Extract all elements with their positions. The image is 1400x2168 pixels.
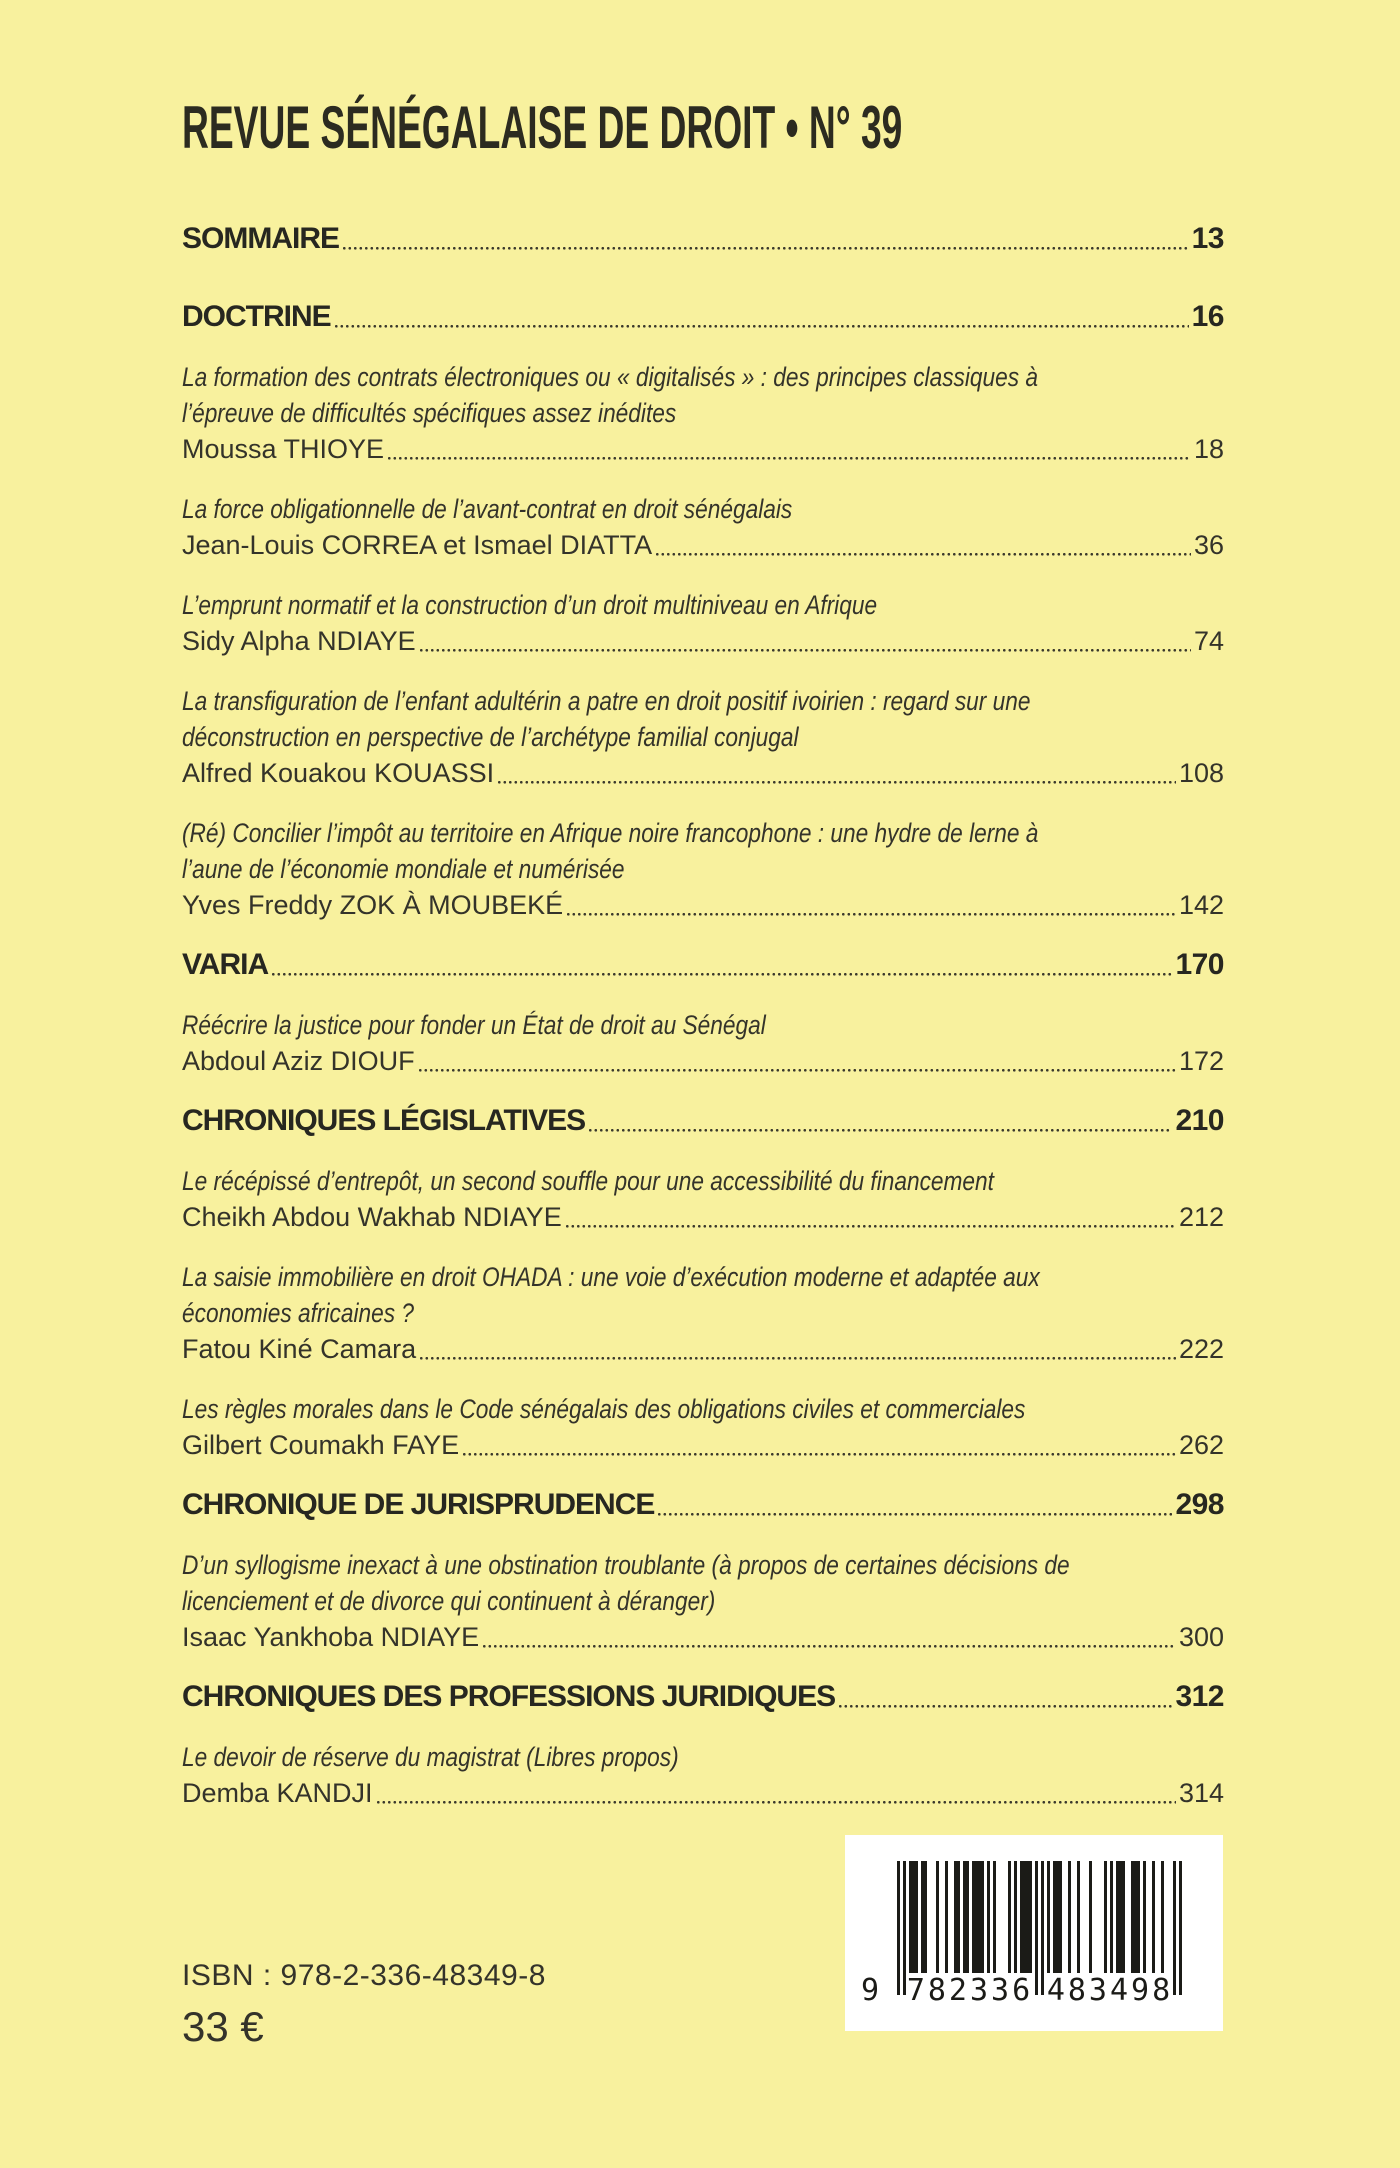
toc-section-label: CHRONIQUES DES PROFESSIONS JURIDIQUES [182,1680,836,1713]
barcode-bar [963,1861,969,1973]
barcode-bar [1068,1861,1071,1973]
barcode-bar [993,1861,996,1973]
article-author: Moussa THIOYE [182,434,385,464]
dotted-leader [343,247,1189,250]
article-page-number: 300 [1178,1622,1224,1652]
barcode-bar [1008,1861,1011,1973]
toc-section-page-number: 312 [1175,1680,1224,1713]
toc-section-row [182,221,1224,257]
barcode-bar [1020,1861,1032,1973]
toc-section-page-number: 13 [1191,222,1224,255]
barcode-bar [972,1861,984,1973]
barcode-digit-first: 9 [861,1973,883,2008]
toc-article-entry [182,1547,1224,1655]
toc-article-entry [182,359,1224,467]
article-title-line: Le devoir de réserve du magistrat (Libres propos) [182,1742,679,1772]
toc-article-entry [182,587,1224,659]
barcode-bar [1179,1861,1182,1995]
article-page-number: 222 [1178,1334,1224,1364]
article-author: Gilbert Coumakh FAYE [182,1430,460,1460]
barcode-bar [1131,1861,1140,1973]
dotted-leader [656,553,1191,556]
toc-section-label: CHRONIQUE DE JURISPRUDENCE [182,1488,655,1521]
article-title-line: D’un syllogisme inexact à une obstination troublante (à propos de certaines décisions de [182,1550,1070,1580]
barcode-bar [909,1861,918,1973]
toc-section-label: VARIA [182,948,269,981]
article-title-line: Réécrire la justice pour fonder un État de droit au Sénégal [182,1010,766,1040]
toc-article-entry [182,1391,1224,1463]
article-title-line: La force obligationnelle de l’avant-contrat en droit sénégalais [182,494,793,524]
toc-article-entry [182,683,1224,791]
article-title-line: déconstruction en perspective de l’archétype familial conjugal [182,722,799,752]
barcode-bar [945,1861,948,1973]
article-author-row [182,887,1224,923]
barcode-bar [1077,1861,1080,1973]
article-title-line: Les règles morales dans le Code sénégalais des obligations civiles et commerciales [182,1394,1026,1424]
article-author: Demba KANDJI [182,1778,373,1808]
article-page-number: 172 [1178,1046,1224,1076]
article-page-number: 108 [1178,758,1224,788]
toc-section-page-number: 170 [1175,948,1224,981]
toc-section [182,221,1224,257]
barcode-bar [1047,1861,1050,1973]
article-author-row [182,1775,1224,1811]
barcode-bar [1143,1861,1146,1973]
barcode-bar [921,1861,927,1973]
article-author: Abdoul Aziz DIOUF [182,1046,415,1076]
toc-section [182,1487,1224,1523]
barcode-bar [1161,1861,1164,1973]
article-author: Fatou Kiné Camara [182,1334,417,1364]
dotted-leader [335,325,1189,328]
dotted-leader [589,1129,1172,1132]
article-page-number: 262 [1178,1430,1224,1460]
toc-section-page-number: 210 [1175,1104,1224,1137]
isbn-text: ISBN : 978-2-336-48349-8 [182,1959,546,1992]
barcode [845,1835,1223,2031]
article-author-row [182,755,1224,791]
article-title-line: Le récépissé d’entrepôt, un second souffle pour une accessibilité du financement [182,1166,994,1196]
article-page-number: 142 [1178,890,1224,920]
article-author: Alfred Kouakou KOUASSI [182,758,495,788]
barcode-bar [1053,1861,1062,1973]
article-title-line: l’aune de l’économie mondiale et numérisée [182,854,625,884]
barcode-bar [1104,1861,1107,1973]
toc-article-entry [182,815,1224,923]
journal-title: REVUE SÉNÉGALAISE DE DROIT • N° 39 [182,94,903,161]
dotted-leader [658,1513,1172,1516]
barcode-bar [954,1861,960,1973]
article-author-row [182,1331,1224,1367]
toc-section [182,299,1224,335]
dotted-leader [272,973,1172,976]
toc-section-row [182,947,1224,983]
dotted-leader [388,457,1191,460]
article-title-line: La formation des contrats électroniques ou « digitalisés » : des principes classiques à [182,362,1039,392]
article-author-row [182,1043,1224,1079]
toc-section-label: DOCTRINE [182,300,331,333]
barcode-digits-right: 483498 [1046,1973,1174,2008]
article-page-number: 74 [1193,626,1224,656]
toc-section-label: CHRONIQUES LÉGISLATIVES [182,1104,586,1137]
toc-article-entry [182,1739,1224,1811]
barcode-digits-left: 782336 [906,1973,1034,2008]
toc-section-row [182,299,1224,335]
barcode-bar [987,1861,990,1973]
article-title-line: l’épreuve de difficultés spécifiques assez inédites [182,398,677,428]
dotted-leader [377,1801,1176,1804]
toc-section-row [182,1679,1224,1715]
toc-article-entry [182,491,1224,563]
dotted-leader [463,1453,1176,1456]
article-author: Sidy Alpha NDIAYE [182,626,416,656]
toc-section-row [182,1487,1224,1523]
barcode-bar [1089,1861,1092,1973]
article-page-number: 212 [1178,1202,1224,1232]
toc-article-entry [182,1163,1224,1235]
article-title-line: L’emprunt normatif et la construction d’un droit multiniveau en Afrique [182,590,878,620]
dotted-leader [498,781,1176,784]
article-page-number: 36 [1193,530,1224,560]
dotted-leader [420,649,1191,652]
toc-section [182,947,1224,983]
dotted-leader [483,1645,1176,1648]
barcode-bar [1041,1861,1044,1995]
article-author-row [182,1199,1224,1235]
article-author-row [182,1619,1224,1655]
toc-section [182,1679,1224,1715]
article-title-line: licenciement et de divorce qui continuent à déranger) [182,1586,716,1616]
barcode-bar [1035,1861,1038,1995]
barcode-bar [1116,1861,1125,1973]
article-author-row [182,527,1224,563]
price-text: 33 € [182,2003,264,2050]
barcode-bar [897,1861,900,1995]
article-author: Cheikh Abdou Wakhab NDIAYE [182,1202,562,1232]
barcode-bar [1152,1861,1155,1973]
toc-section-page-number: 298 [1175,1488,1224,1521]
article-author: Yves Freddy ZOK À MOUBEKÉ [182,890,564,920]
toc-section [182,1103,1224,1139]
toc-section-page-number: 16 [1191,300,1224,333]
article-author-row [182,623,1224,659]
dotted-leader [419,1069,1176,1072]
cover-content [182,0,1224,2051]
toc-article-entry [182,1007,1224,1079]
article-page-number: 314 [1178,1778,1224,1808]
dotted-leader [567,913,1176,916]
article-author: Isaac Yankhoba NDIAYE [182,1622,480,1652]
article-author-row [182,431,1224,467]
dotted-leader [839,1705,1172,1708]
article-author: Jean-Louis CORREA et Ismael DIATTA [182,530,653,560]
dotted-leader [566,1225,1176,1228]
barcode-bar [1014,1861,1017,1973]
article-author-row [182,1427,1224,1463]
barcode-bar [1110,1861,1113,1973]
table-of-contents [182,221,1224,1811]
article-page-number: 18 [1193,434,1224,464]
article-title-line: La saisie immobilière en droit OHADA : une voie d’exécution moderne et adaptée aux [182,1262,1040,1292]
article-title-line: (Ré) Concilier l’impôt au territoire en Afrique noire francophone : une hydre de lerne à [182,818,1039,848]
barcode-bar [936,1861,939,1973]
toc-section-label: SOMMAIRE [182,222,339,255]
article-title-line: La transfiguration de l’enfant adultérin a patre en droit positif ivoirien : regard sur une [182,686,1031,716]
toc-article-entry [182,1259,1224,1367]
dotted-leader [420,1357,1176,1360]
toc-section-row [182,1103,1224,1139]
article-title-line: économies africaines ? [182,1298,414,1328]
